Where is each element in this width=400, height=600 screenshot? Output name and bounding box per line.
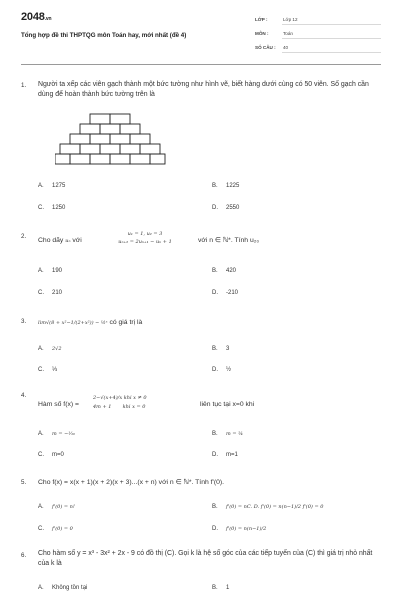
question-text-tail: với n ∈ ℕ*. Tính u₂₀: [198, 237, 260, 244]
option-d[interactable]: D. ½: [212, 367, 232, 373]
option-a[interactable]: A. Không tồn tại: [38, 585, 88, 591]
option-d[interactable]: D. m=1: [212, 452, 238, 458]
option-c[interactable]: C. m=0: [38, 452, 64, 458]
option-c[interactable]: C. 1250: [38, 205, 66, 211]
question-number: 6.: [21, 552, 27, 559]
question-text: lim√(8 + x²−1/(2+x²)) − ½ˣ có giá trị là: [38, 319, 143, 326]
question-text: Cho dãy uₙ với: [38, 237, 82, 244]
option-b[interactable]: B. 3: [212, 346, 230, 352]
option-b[interactable]: B. 1225: [212, 183, 240, 189]
option-d[interactable]: D. 2550: [212, 205, 240, 211]
option-b[interactable]: B. 420: [212, 268, 237, 274]
question-number: 2.: [21, 233, 27, 240]
option-d[interactable]: D. -210: [212, 290, 239, 296]
document-title: Tổng hợp đề thi THPTQG môn Toán hay, mới nhất (đề 4): [21, 32, 187, 39]
option-a[interactable]: A. m = −¹⁄₁₆: [38, 431, 76, 437]
site-logo[interactable]: 2048.vn: [21, 11, 52, 23]
option-b[interactable]: B. f'(0) = nC. D. f'(0) = n(n−1)/2 f'(0) = 0: [212, 504, 324, 510]
piecewise-function: 2−√(x+4)/x khi x ≠ 0 4m + 1 khi x = 0: [93, 395, 147, 410]
question-number: 1.: [21, 82, 27, 89]
header-divider: [21, 64, 381, 65]
option-a[interactable]: A. 1275: [38, 183, 66, 189]
option-c[interactable]: C. 210: [38, 290, 63, 296]
limit-expression: lim√(8 + x²−1/(2+x²)) − ½ˣ: [38, 320, 108, 326]
option-a[interactable]: A. 2√2: [38, 346, 62, 352]
question-text: Người ta xếp các viên gạch thành một bức tường như hình vẽ, biết hàng dưới cùng có 50 viên. Số gạch cần dùng để hoàn thành bức tường trên là: [38, 81, 369, 98]
question-number: 4.: [21, 392, 27, 399]
option-b[interactable]: B. 1: [212, 585, 230, 591]
option-a[interactable]: A. f'(0) = n!: [38, 504, 75, 510]
question-text-tail: liên tục tại x=0 khi: [200, 401, 255, 408]
question-text: Hàm số f(x) =: [38, 401, 79, 408]
option-c[interactable]: C. ⅓: [38, 367, 58, 373]
question-number: 5.: [21, 479, 27, 486]
option-c[interactable]: C. f'(0) = 0: [38, 526, 73, 532]
option-b[interactable]: B. m = ¼: [212, 431, 243, 437]
exam-page: 2048.vn Tổng hợp đề thi THPTQG môn Toán hay, mới nhất (đề 4) LỚP : Lớp 12 MÔN : Toán SỐ CÂU : 40 1. Người ta xếp các viên gạch thành một bức tường như hình vẽ, biết hàng dưới cùng có 50 viên. Số gạch cần dùng để hoàn thành bức tường trên là A. 1275 B. 1225 C. 1250 D. 2550 2. Cho dãy uₙ với u₁ = 1, u₂ = 3 uₙ₊₂ = 2uₙ₊₁ − uₙ + 1 với n ∈ ℕ*. Tính u₂₀ A. 190 B. 420 C. 210 D. -210 3. lim√(8 + x²−1/(2+x²)) − ½ˣ có giá trị là A. 2√2 B. 3 C. ⅓ D. ½ 4. Hàm số f(x) = 2−√(x+4)/x khi x ≠ 0 4m + 1 khi x = 0 liên tục tại x=0 khi A. m = −¹⁄₁₆ B. m = ¼ C. m=0 D. m=1 5. Cho f(x) = x(x + 1)(x + 2)(x + 3)...(x + n) với n ∈ ℕ*. Tính f'(0). A. f'(0) = n! B. f'(0) = nC. D. f'(0) = n(n−1)/2 f'(0) = 0 C. f'(0) = 0 D. f'(0) = n(n−1)/2 6. Cho hàm số y = x³ - 3x² + 2x - 9 có đồ thị (C). Gọi k là hệ số góc của các tiếp tuyến của (C) thì giá trị nhỏ nhất của k là A. Không tồn tại B. 1: [0, 0, 400, 600]
recurrence-system: u₁ = 1, u₂ = 3 uₙ₊₂ = 2uₙ₊₁ − uₙ + 1: [118, 231, 172, 245]
question-text: Cho hàm số y = x³ - 3x² + 2x - 9 có đồ thị (C). Gọi k là hệ số góc của các tiếp tuyến của (C) thì giá trị nhỏ nhất của k là: [38, 550, 373, 567]
option-d[interactable]: D. f'(0) = n(n−1)/2: [212, 526, 267, 532]
question-number: 3.: [21, 318, 27, 325]
question-text: Cho f(x) = x(x + 1)(x + 2)(x + 3)...(x + n) với n ∈ ℕ*. Tính f'(0).: [38, 479, 225, 486]
brick-wall-figure: [55, 113, 170, 173]
option-a[interactable]: A. 190: [38, 268, 63, 274]
